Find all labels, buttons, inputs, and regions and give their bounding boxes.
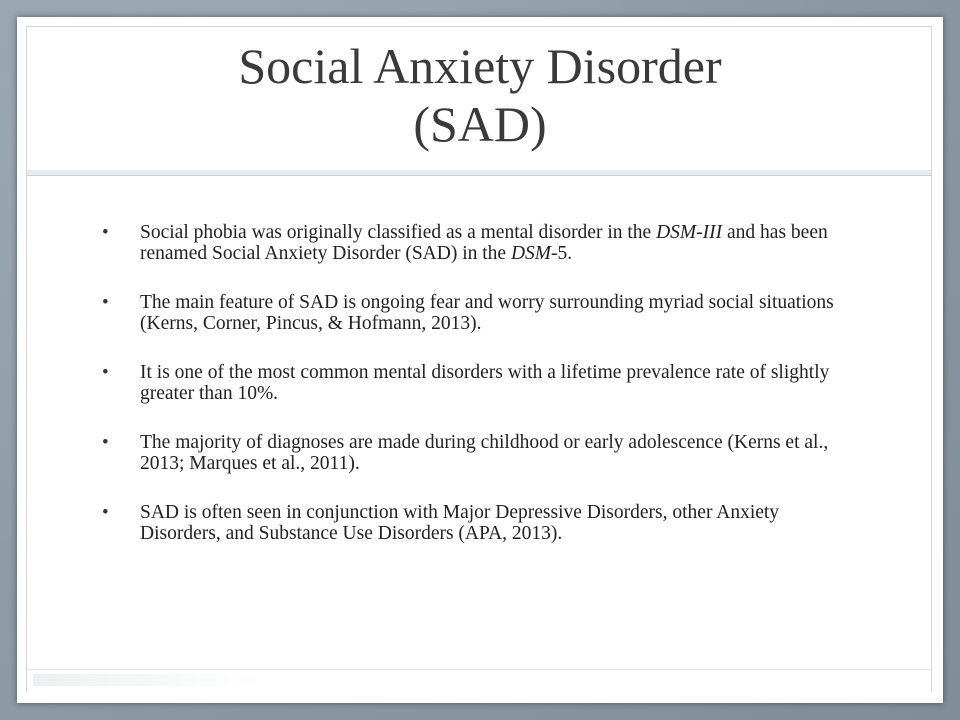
bullet-dot-icon: • (102, 502, 109, 523)
bullet-item-5 (102, 502, 862, 544)
bullet-text-1-part-3: -5. (551, 243, 573, 264)
bullet-item-4 (102, 432, 862, 474)
slide-title (77, 37, 883, 153)
bullet-dot-icon: • (102, 362, 109, 383)
bullet-dot-icon: • (102, 432, 109, 453)
bullet-item-3 (102, 362, 862, 404)
bullet-text-3: It is one of the most common mental disorders with a lifetime prevalence rate of slightly greater than 10%. (140, 362, 830, 404)
bullet-text-1-part-1: Social phobia was originally classified as a mental disorder in the (140, 222, 657, 243)
bullet-text-1-emphasis-dsm-iii: DSM-III (656, 222, 723, 243)
bullet-dot-icon: • (102, 222, 109, 243)
slide-title-line-2: (SAD) (413, 96, 547, 152)
bullet-item-1 (102, 222, 862, 264)
bullet-text-1-part-2: and has been renamed Social Anxiety Disorder (SAD) in the (140, 222, 828, 264)
title-underline-accent (27, 170, 931, 175)
bullet-dot-icon: • (102, 292, 109, 313)
bullet-item-2 (102, 292, 862, 334)
slide (17, 17, 943, 703)
bullet-list (102, 222, 862, 572)
bullet-text-5: SAD is often seen in conjunction with Major Depressive Disorders, other Anxiety Disorders, and Substance Use Disorders (APA, 2013). (140, 502, 780, 544)
slide-title-line-1: Social Anxiety Disorder (238, 38, 722, 94)
footer-fade-decoration (33, 674, 263, 686)
slide-footer-strip (27, 669, 931, 692)
bullet-text-1-emphasis-dsm: DSM (510, 243, 552, 264)
bullet-text-2: The main feature of SAD is ongoing fear and worry surrounding myriad social situations (Kerns, Corner, Pincus, & Hofmann, 2013). (140, 292, 834, 334)
bullet-text-4: The majority of diagnoses are made during childhood or early adolescence (Kerns et al., 2013; Marques et al., 2011). (140, 432, 829, 474)
